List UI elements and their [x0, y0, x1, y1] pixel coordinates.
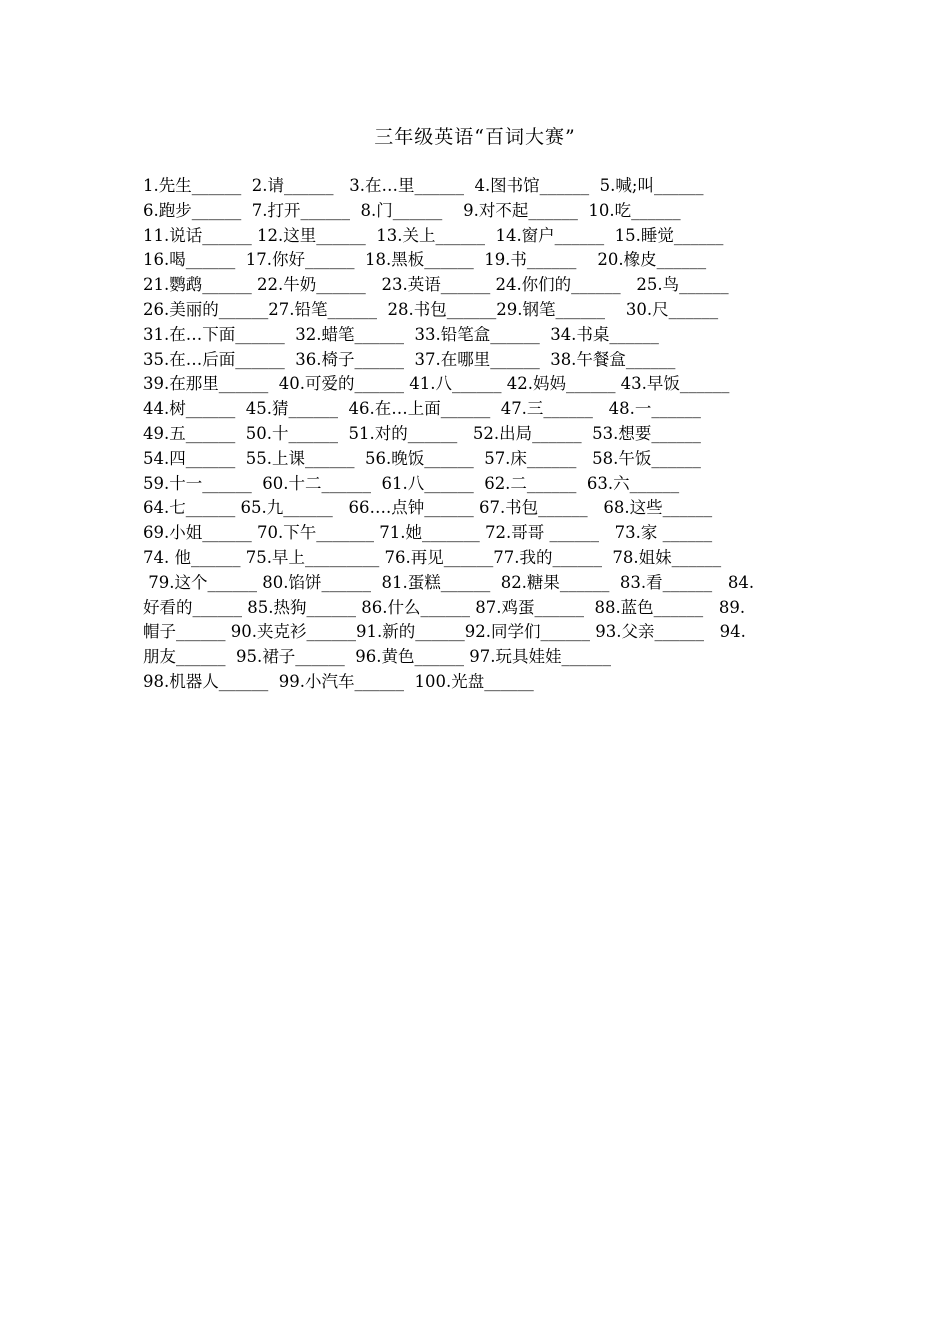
- word-line: 16.喝______ 17.你好______ 18.黑板______ 19.书______ 20.橡皮______: [143, 250, 707, 270]
- word-line: 64.七______ 65.九______ 66….点钟______ 67.书包______ 68.这些______: [143, 498, 713, 518]
- word-line: 35.在…后面______ 36.椅子______ 37.在哪里______ 38.午餐盒______: [143, 349, 676, 369]
- word-line: 44.树______ 45.猜______ 46.在…上面______ 47.三______ 48.一______: [143, 399, 701, 419]
- word-line: 21.鹦鹉______ 22.牛奶______ 23.英语______ 24.你们的______ 25.鸟______: [143, 275, 729, 295]
- word-line: 79.这个______ 80.馅饼______ 81.蛋糕______ 82.糖果______ 83.看______ 84.: [143, 572, 755, 592]
- word-line: 39.在那里______ 40.可爱的______ 41.八______ 42.妈妈______ 43.早饭______: [143, 374, 730, 394]
- page-title: 三年级英语“百词大赛”: [374, 126, 576, 148]
- word-line: 帽子______ 90.夹克衫______91.新的______92.同学们______ 93.父亲______ 94.: [143, 622, 746, 642]
- word-line: 朋友______ 95.裙子______ 96.黄色______ 97.玩具娃娃______: [143, 647, 611, 667]
- word-list: [143, 174, 813, 695]
- word-line: 74. 他______ 75.早上_________ 76.再见______77.我的______ 78.姐妹______: [143, 547, 722, 567]
- word-line: 11.说话______ 12.这里______ 13.关上______ 14.窗户______ 15.睡觉______: [143, 225, 724, 245]
- word-line: 98.机器人______ 99.小汽车______ 100.光盘______: [143, 671, 534, 691]
- word-line: 1.先生______ 2.请______ 3.在…里______ 4.图书馆______ 5.喊;叫______: [143, 176, 704, 195]
- word-line: 31.在…下面______ 32.蜡笔______ 33.铅笔盒______ 34.书桌______: [143, 324, 659, 344]
- word-line: 49.五______ 50.十______ 51.对的______ 52.出局______ 53.想要______: [143, 423, 701, 443]
- word-line: 26.美丽的______27.铅笔______ 28.书包______29.钢笔______ 30.尺______: [143, 299, 719, 319]
- word-line: 59.十一______ 60.十二______ 61.八______ 62.二______ 63.六______: [143, 473, 680, 493]
- word-line: 69.小姐______ 70.下午_______ 71.她_______ 72.哥哥 ______ 73.家 ______: [143, 523, 713, 543]
- word-line: 好看的______ 85.热狗______ 86.什么______ 87.鸡蛋______ 88.蓝色______ 89.: [143, 597, 746, 617]
- word-line: 6.跑步______ 7.打开______ 8.门______ 9.对不起______ 10.吃______: [143, 200, 681, 220]
- word-line: 54.四______ 55.上课______ 56.晚饭______ 57.床______ 58.午饭______: [143, 448, 701, 468]
